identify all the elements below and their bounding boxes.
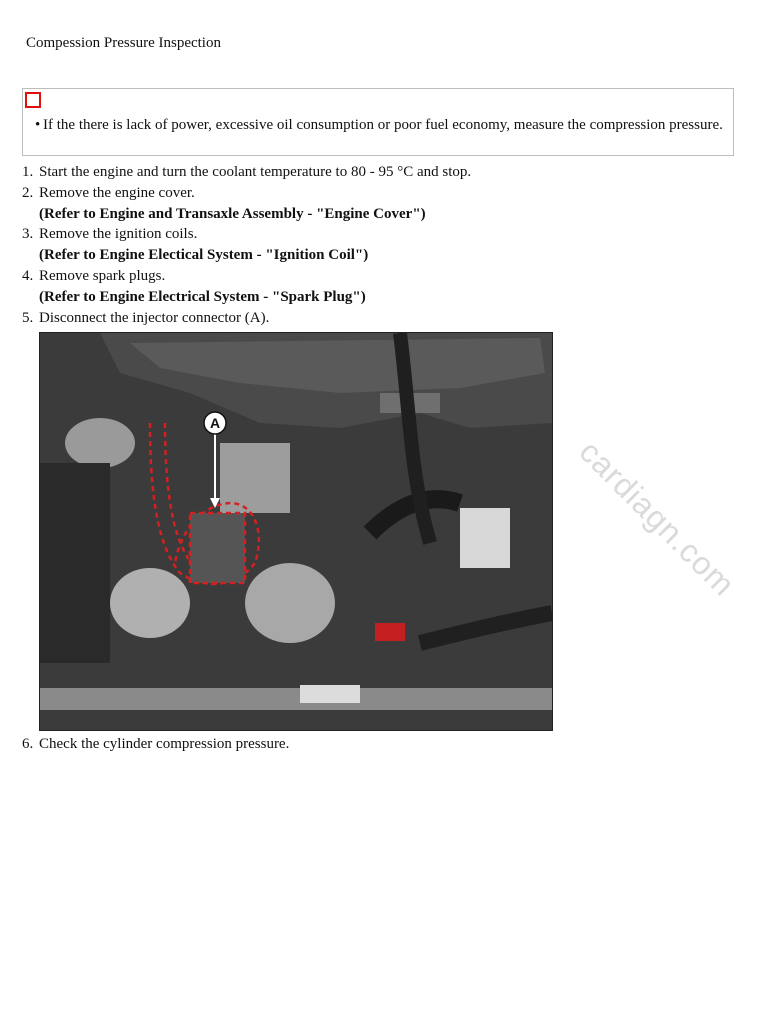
step-5 [22,308,742,329]
step-number: 5. [22,309,34,326]
step-number: 6. [22,736,34,752]
step-text: Disconnect the injector connector (A). [39,309,270,326]
callout-label-a: A [209,415,221,431]
page-title: Compession Pressure Inspection [26,35,221,51]
step-text: Check the cylinder compression pressure. [39,736,290,752]
step-3 [22,224,742,266]
step-number: 2. [22,184,34,201]
procedure-steps [22,162,742,328]
step-reference: (Refer to Engine and Transaxle Assembly - "Engine Cover") [39,205,426,222]
step-reference: (Refer to Engine Electical System - "Ignition Coil") [39,247,369,264]
note-bullet: • [35,117,41,133]
engine-photo [39,332,553,731]
step-text: Start the engine and turn the coolant temperature to 80 - 95 °C and stop. [39,164,472,180]
note-body: If the there is lack of power, excessive oil consumption or poor fuel economy, measure the compression pressure. [43,117,723,133]
watermark: cardiagn.com [572,433,743,604]
warning-box-icon [25,92,41,108]
step-number: 1. [22,164,34,180]
note-box [22,88,734,156]
step-4 [22,266,742,308]
note-text [35,115,725,135]
step-text: Remove the ignition coils. [39,226,198,243]
step-1 [22,162,742,183]
step-number: 4. [22,267,34,284]
step-number: 3. [22,226,34,243]
step-text: Remove spark plugs. [39,267,166,284]
step-text: Remove the engine cover. [39,184,195,201]
step-reference: (Refer to Engine Electrical System - "Spark Plug") [39,288,366,305]
step-2 [22,183,742,225]
step-6 [22,734,289,754]
